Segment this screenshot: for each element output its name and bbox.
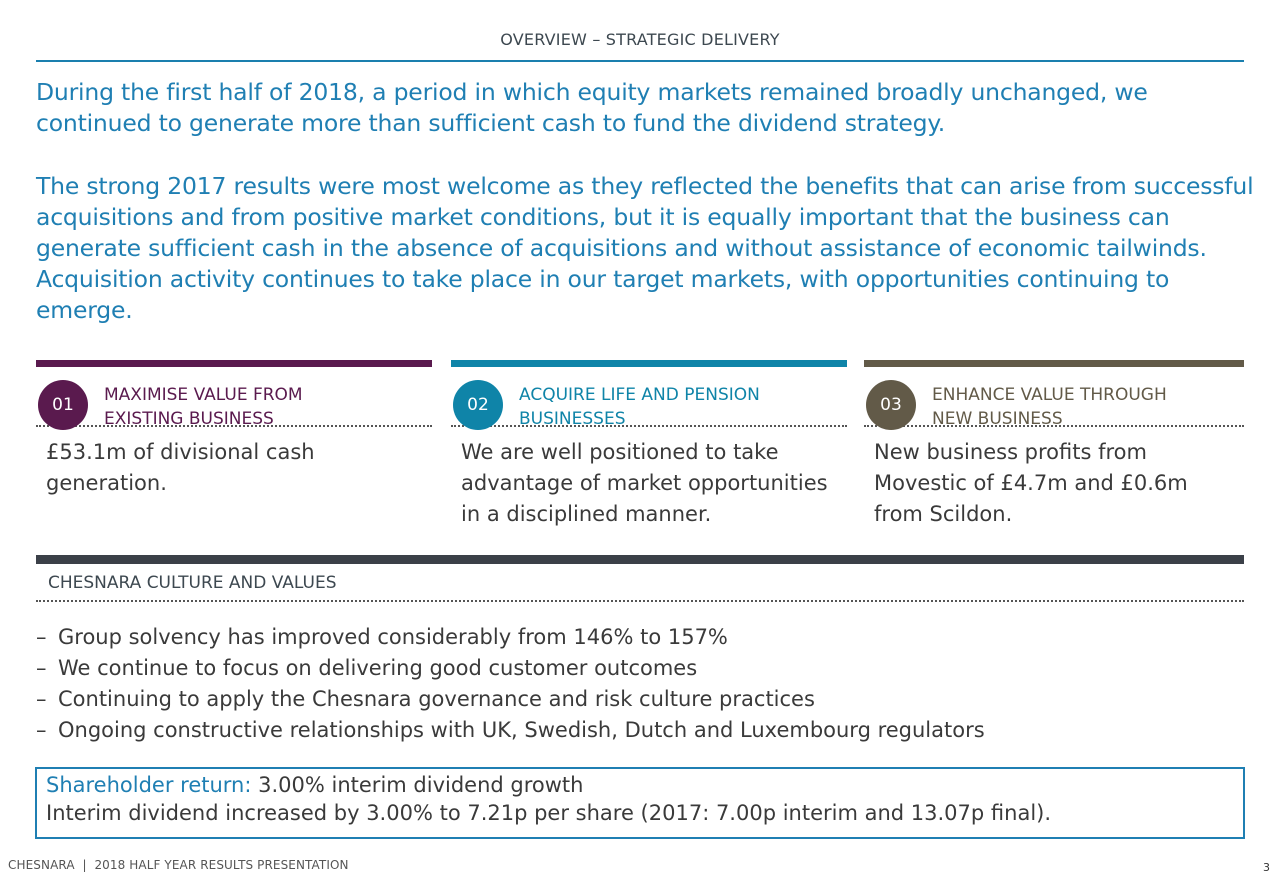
culture-bullet-list	[36, 622, 985, 746]
pillar-header	[864, 367, 1244, 429]
shareholder-return-detail: Interim dividend increased by 3.00% to 7.21p per share (2017: 7.00p interim and 13.07p final).	[46, 801, 1052, 825]
shareholder-return-callout	[35, 767, 1245, 839]
list-item	[36, 622, 985, 653]
page-title: OVERVIEW – STRATEGIC DELIVERY	[500, 30, 780, 49]
pillar-color-bar	[451, 360, 847, 367]
intro-paragraph-1	[36, 77, 1256, 139]
intro-paragraph-2	[36, 171, 1256, 326]
pillar-description: £53.1m of divisional cash generation.	[46, 440, 315, 495]
pillar-description: New business profits from Movestic of £4.7m and £0.6m from Scildon.	[874, 440, 1188, 526]
list-item	[36, 684, 985, 715]
shareholder-return-headline: 3.00% interim dividend growth	[258, 773, 584, 797]
pillar-label	[932, 383, 1167, 431]
intro-paragraph-2-text: The strong 2017 results were most welcome as they reflected the benefits that can arise from successful acquisitions and from positive market conditions, but it is equally important that the business can generate sufficient cash in the absence of acquisitions and without assistance of economic tailwinds. Acquisition activity continues to take place in our target markets, with opportunities continuing to emerge.	[36, 172, 1254, 324]
bullet-dash: –	[36, 656, 47, 680]
pillar-number-badge: 01	[38, 380, 88, 430]
pillar-number-badge: 03	[866, 380, 916, 430]
pillar-label-line2: EXISTING BUSINESS	[104, 409, 274, 429]
list-item-text: We continue to focus on delivering good customer outcomes	[58, 656, 698, 680]
intro-paragraph-1-text: During the first half of 2018, a period in which equity markets remained broadly unchanged, we continued to generate more than sufficient cash to fund the dividend strategy.	[36, 78, 1148, 137]
pillar-label	[519, 383, 760, 431]
pillar-color-bar	[864, 360, 1244, 367]
pillar-label-line2: NEW BUSINESS	[932, 409, 1063, 429]
list-item-text: Continuing to apply the Chesnara governance and risk culture practices	[58, 687, 815, 711]
list-item	[36, 653, 985, 684]
pillar-existing-business	[36, 360, 432, 499]
pillar-number-badge: 02	[453, 380, 503, 430]
page-number: 3	[1263, 861, 1270, 874]
list-item-text: Group solvency has improved considerably from 146% to 157%	[58, 625, 728, 649]
pillar-acquire-business	[451, 360, 847, 530]
pillar-label-line1: ACQUIRE LIFE AND PENSION	[519, 385, 760, 405]
pillar-label-line2: BUSINESSES	[519, 409, 626, 429]
bullet-dash: –	[36, 718, 47, 742]
pillar-description: We are well positioned to take advantage of market opportunities in a disciplined manner.	[461, 440, 828, 526]
pillar-header	[36, 367, 432, 429]
footer-text: CHESNARA | 2018 HALF YEAR RESULTS PRESENTATION	[8, 858, 349, 872]
pillar-new-business	[864, 360, 1244, 530]
pillar-color-bar	[36, 360, 432, 367]
pillar-header	[451, 367, 847, 429]
shareholder-headline-line	[46, 771, 583, 799]
pillar-label	[104, 383, 303, 431]
bullet-dash: –	[36, 687, 47, 711]
shareholder-return-label: Shareholder return:	[46, 773, 252, 797]
title-divider	[36, 60, 1244, 62]
pillar-label-line1: ENHANCE VALUE THROUGH	[932, 385, 1167, 405]
list-item	[36, 715, 985, 746]
culture-section-title: CHESNARA CULTURE AND VALUES	[48, 573, 337, 593]
bullet-dash: –	[36, 625, 47, 649]
culture-section-bar	[36, 555, 1244, 564]
pillar-label-line1: MAXIMISE VALUE FROM	[104, 385, 303, 405]
list-item-text: Ongoing constructive relationships with UK, Swedish, Dutch and Luxembourg regulators	[58, 718, 985, 742]
culture-dotted-divider	[36, 600, 1244, 602]
